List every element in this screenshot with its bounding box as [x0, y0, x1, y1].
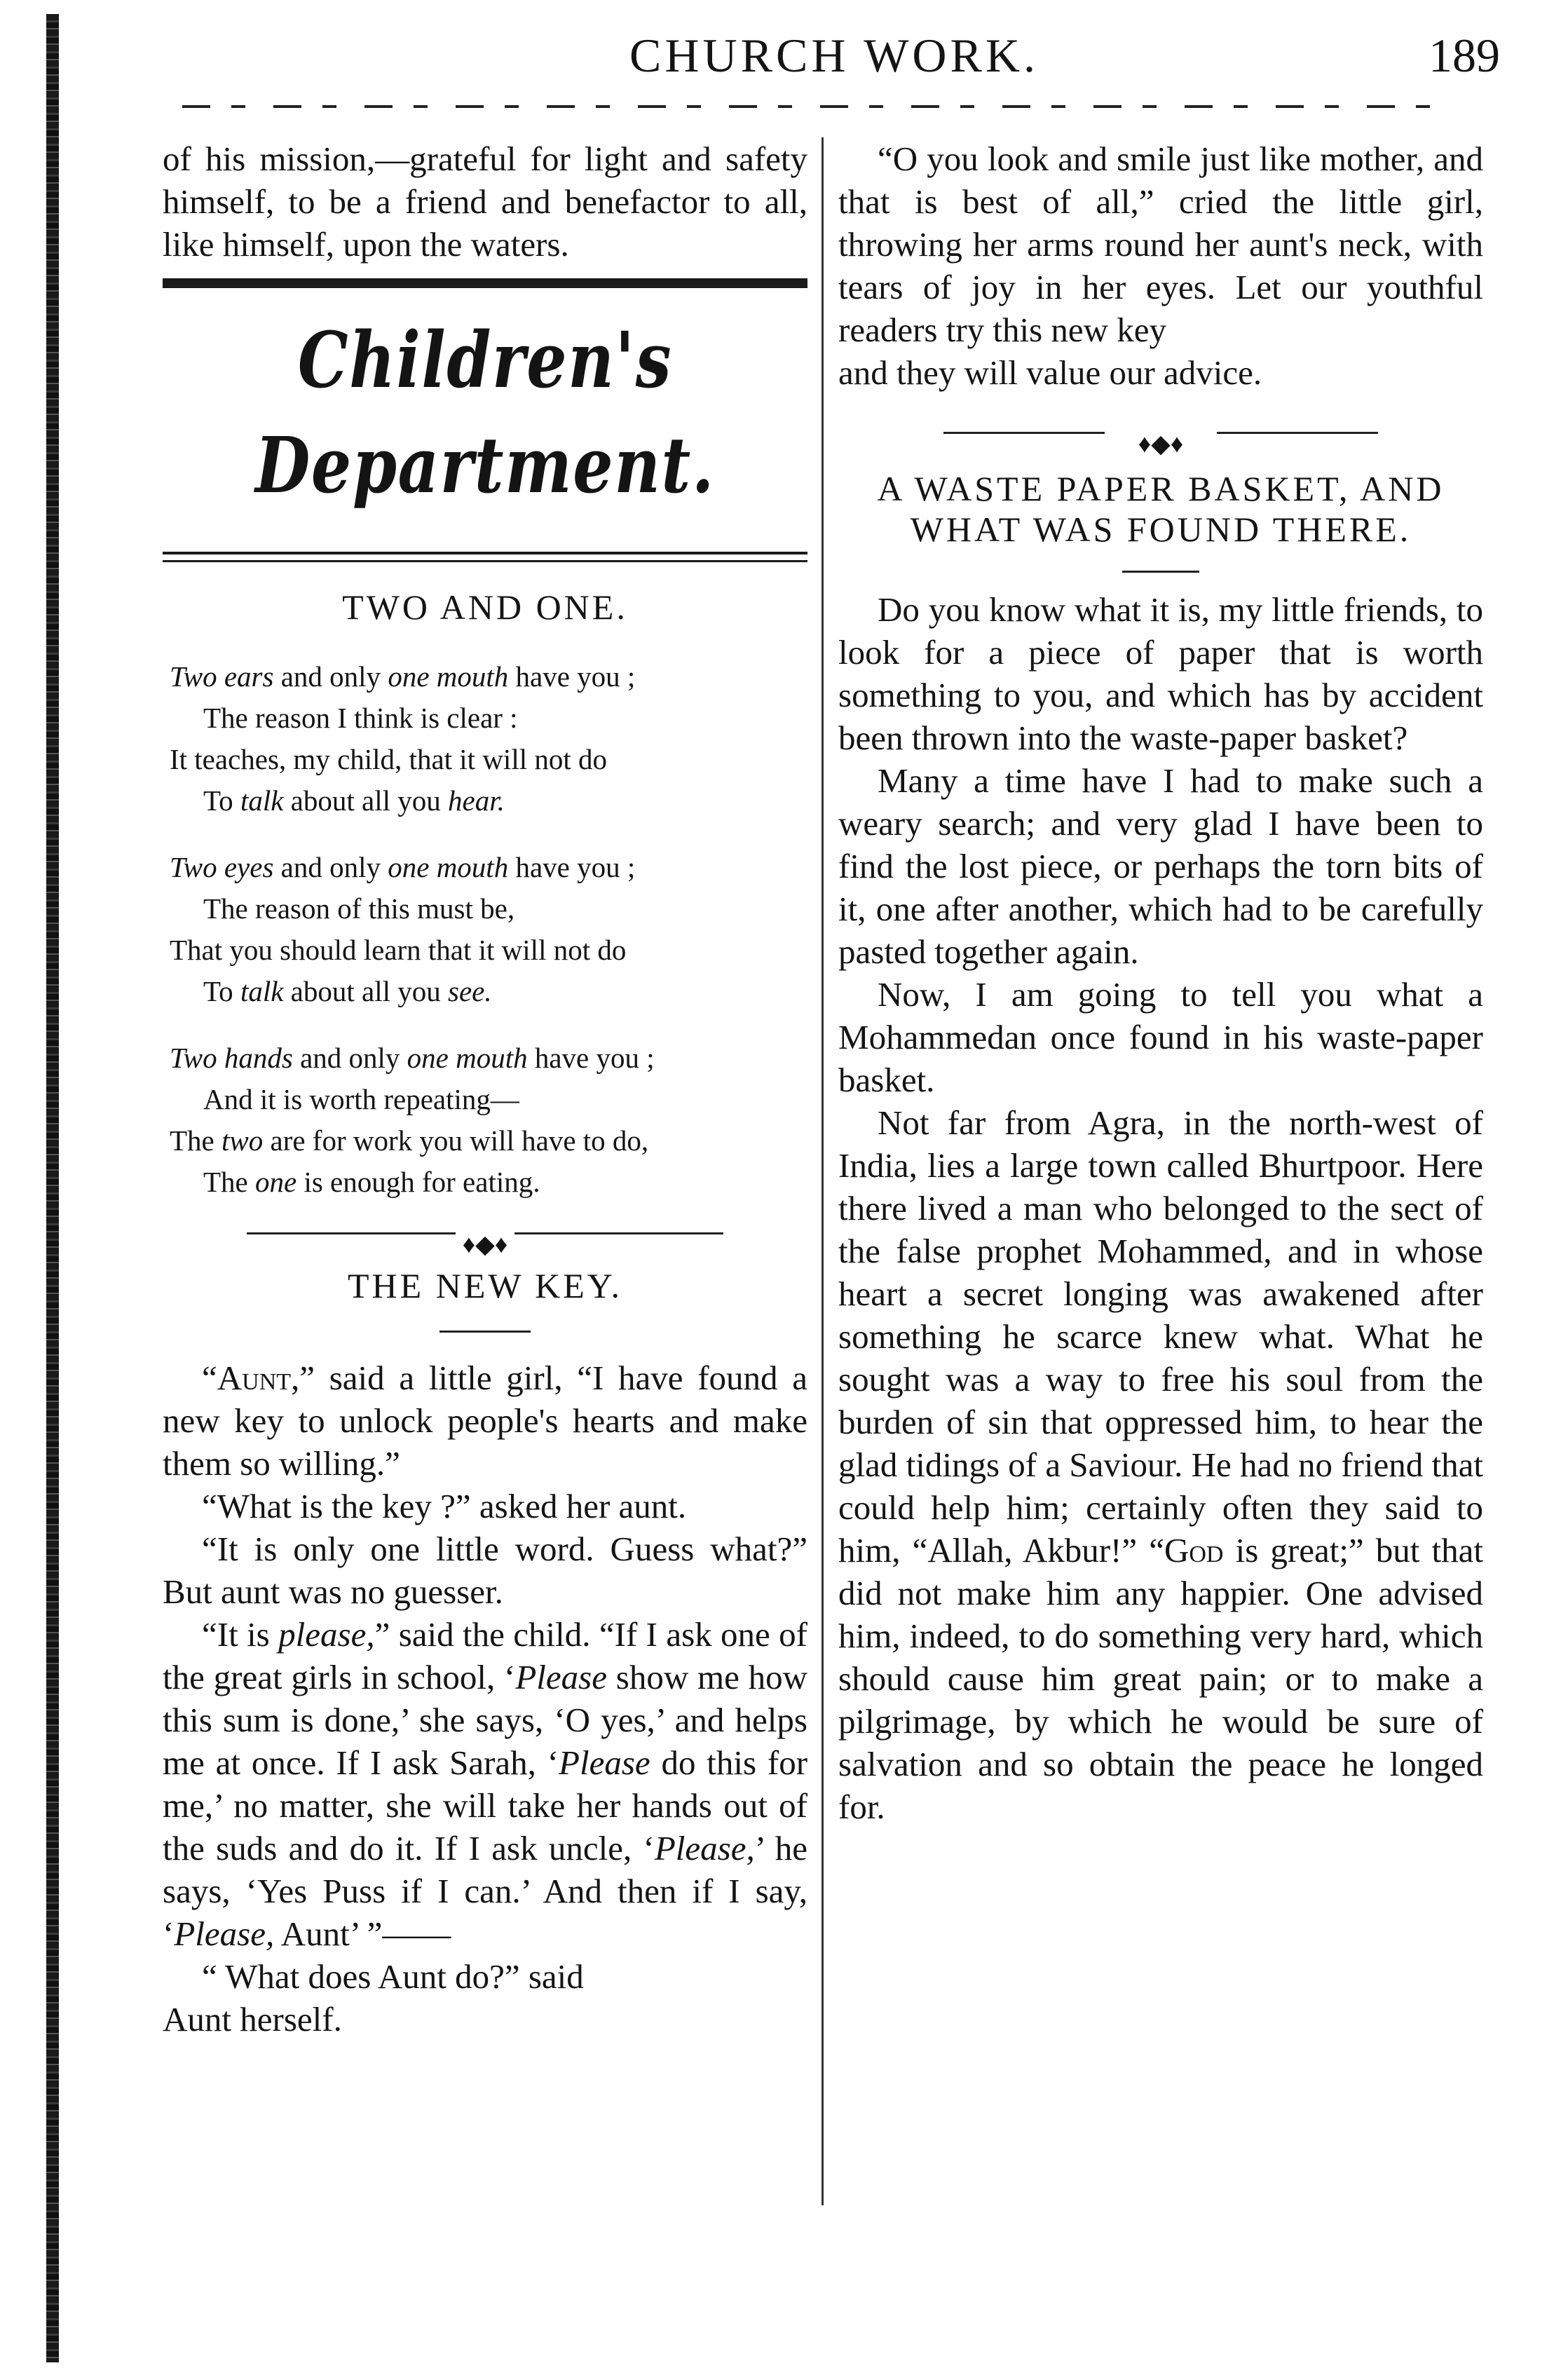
ornament-divider	[838, 419, 1483, 458]
poem-line: To talk about all you hear.	[203, 784, 505, 817]
section-title: Children's Department.	[255, 315, 715, 510]
ornament-divider	[163, 1220, 807, 1258]
poem-line: The reason I think is clear :	[203, 702, 518, 734]
poem-line: Two eyes and only one mouth have you ;	[170, 851, 636, 883]
poem-stanza	[170, 847, 807, 1012]
page-header	[168, 28, 1500, 91]
article-paragraph: Now, I am going to tell you what a Mohammedan once found in his waste-paper basket.	[838, 975, 1483, 1099]
poem-title: TWO AND ONE.	[342, 587, 628, 627]
poem-line: And it is worth repeating—	[203, 1083, 519, 1115]
poem-line: The reason of this must be,	[203, 892, 515, 925]
continued-paragraph: “O you look and smile just like mother, and that is best of all,” cried the little girl, throwing her arms round her aunt's neck, with tears of joy in her eyes. Let our youthful readers try this new key	[838, 139, 1483, 349]
continued-paragraph: of his mission,—grateful for light and safety himself, to be a friend and benefactor to all, like himself, upon the waters.	[163, 139, 807, 264]
article-paragraph: Not far from Agra, in the north-west of India, lies a large town called Bhurtpoor. Here there lived a man who belonged to the sect of the false prophet Mohammed, and in whose heart a secret longing was awakened after something he scarce knew what. What he sought was a way to free his soul from the burden of sin that oppressed him, to hear the glad tidings of a Saviour. He had no friend that could help him; certainly often they said to him, “Allah, Akbur!” “God is great;” but that did not make him any happier. One advised him, indeed, to do something very hard, which should cause him great pain; or to make a pilgrimage, by which he would be sure of salvation and so obtain the peace he longed for.	[838, 1103, 1483, 1826]
left-column	[163, 137, 807, 2041]
continued-paragraph-end: and they will value our advice.	[838, 353, 1262, 392]
story-title: THE NEW KEY.	[348, 1266, 622, 1305]
article-paragraph: Do you know what it is, my little friends, to look for a piece of paper that is worth something to you, and which has by accident been thrown into the waste-paper basket?	[838, 590, 1483, 757]
poem-line: The one is enough for eating.	[203, 1166, 540, 1198]
poem-stanza	[170, 656, 807, 822]
article-title: A WASTE PAPER BASKET, AND WHAT WAS FOUND THERE.	[877, 469, 1445, 549]
story-paragraph: “It is only one little word. Guess what?” But aunt was no guesser.	[163, 1530, 807, 1611]
section-rule	[163, 278, 807, 288]
poem-line: It teaches, my child, that it will not do	[170, 743, 607, 775]
header-rule	[182, 105, 1437, 108]
short-rule	[439, 1331, 531, 1333]
poem-line: That you should learn that it will not do	[170, 934, 627, 966]
page-number: 189	[1429, 29, 1500, 82]
column-divider	[822, 137, 824, 2205]
double-rule	[163, 552, 807, 562]
poem-line: To talk about all you see.	[203, 975, 492, 1007]
article-paragraph: Many a time have I had to make such a weary search; and very glad I have been to find the lost piece, or perhaps the torn bits of it, one after another, which had to be carefully pasted together again.	[838, 761, 1483, 971]
story-paragraph: “It is please,” said the child. “If I ask one of the great girls in school, ‘Please show me how this sum is done,’ she says, ‘O yes,’ and helps me at once. If I ask Sarah, ‘Please do this for me,’ no matter, she will take her hands out of the suds and do it. If I ask uncle, ‘Please,’ he says, ‘Yes Puss if I can.’ And then if I say, ‘Please, Aunt’ ”——	[163, 1615, 808, 1953]
binding-edge	[46, 14, 59, 2362]
right-column	[838, 137, 1483, 1828]
story-paragraph: “ What does Aunt do?” said Aunt herself.	[163, 1957, 584, 2039]
poem-stanza	[170, 1037, 807, 1203]
poem	[170, 656, 807, 1203]
poem-line: Two ears and only one mouth have you ;	[170, 660, 636, 693]
story-paragraph: “What is the key ?” asked her aunt.	[202, 1487, 687, 1525]
story-paragraph: “Aunt,” said a little girl, “I have found a new key to unlock people's hearts and make them so willing.”	[163, 1359, 807, 1483]
short-rule	[1122, 571, 1199, 573]
ornament-glyph: ♦◆♦	[456, 1230, 514, 1258]
poem-line: The two are for work you will have to do,	[170, 1124, 649, 1157]
poem-line: Two hands and only one mouth have you ;	[170, 1042, 655, 1074]
ornament-glyph: ♦◆♦	[1131, 430, 1190, 458]
running-title: CHURCH WORK.	[629, 29, 1039, 82]
